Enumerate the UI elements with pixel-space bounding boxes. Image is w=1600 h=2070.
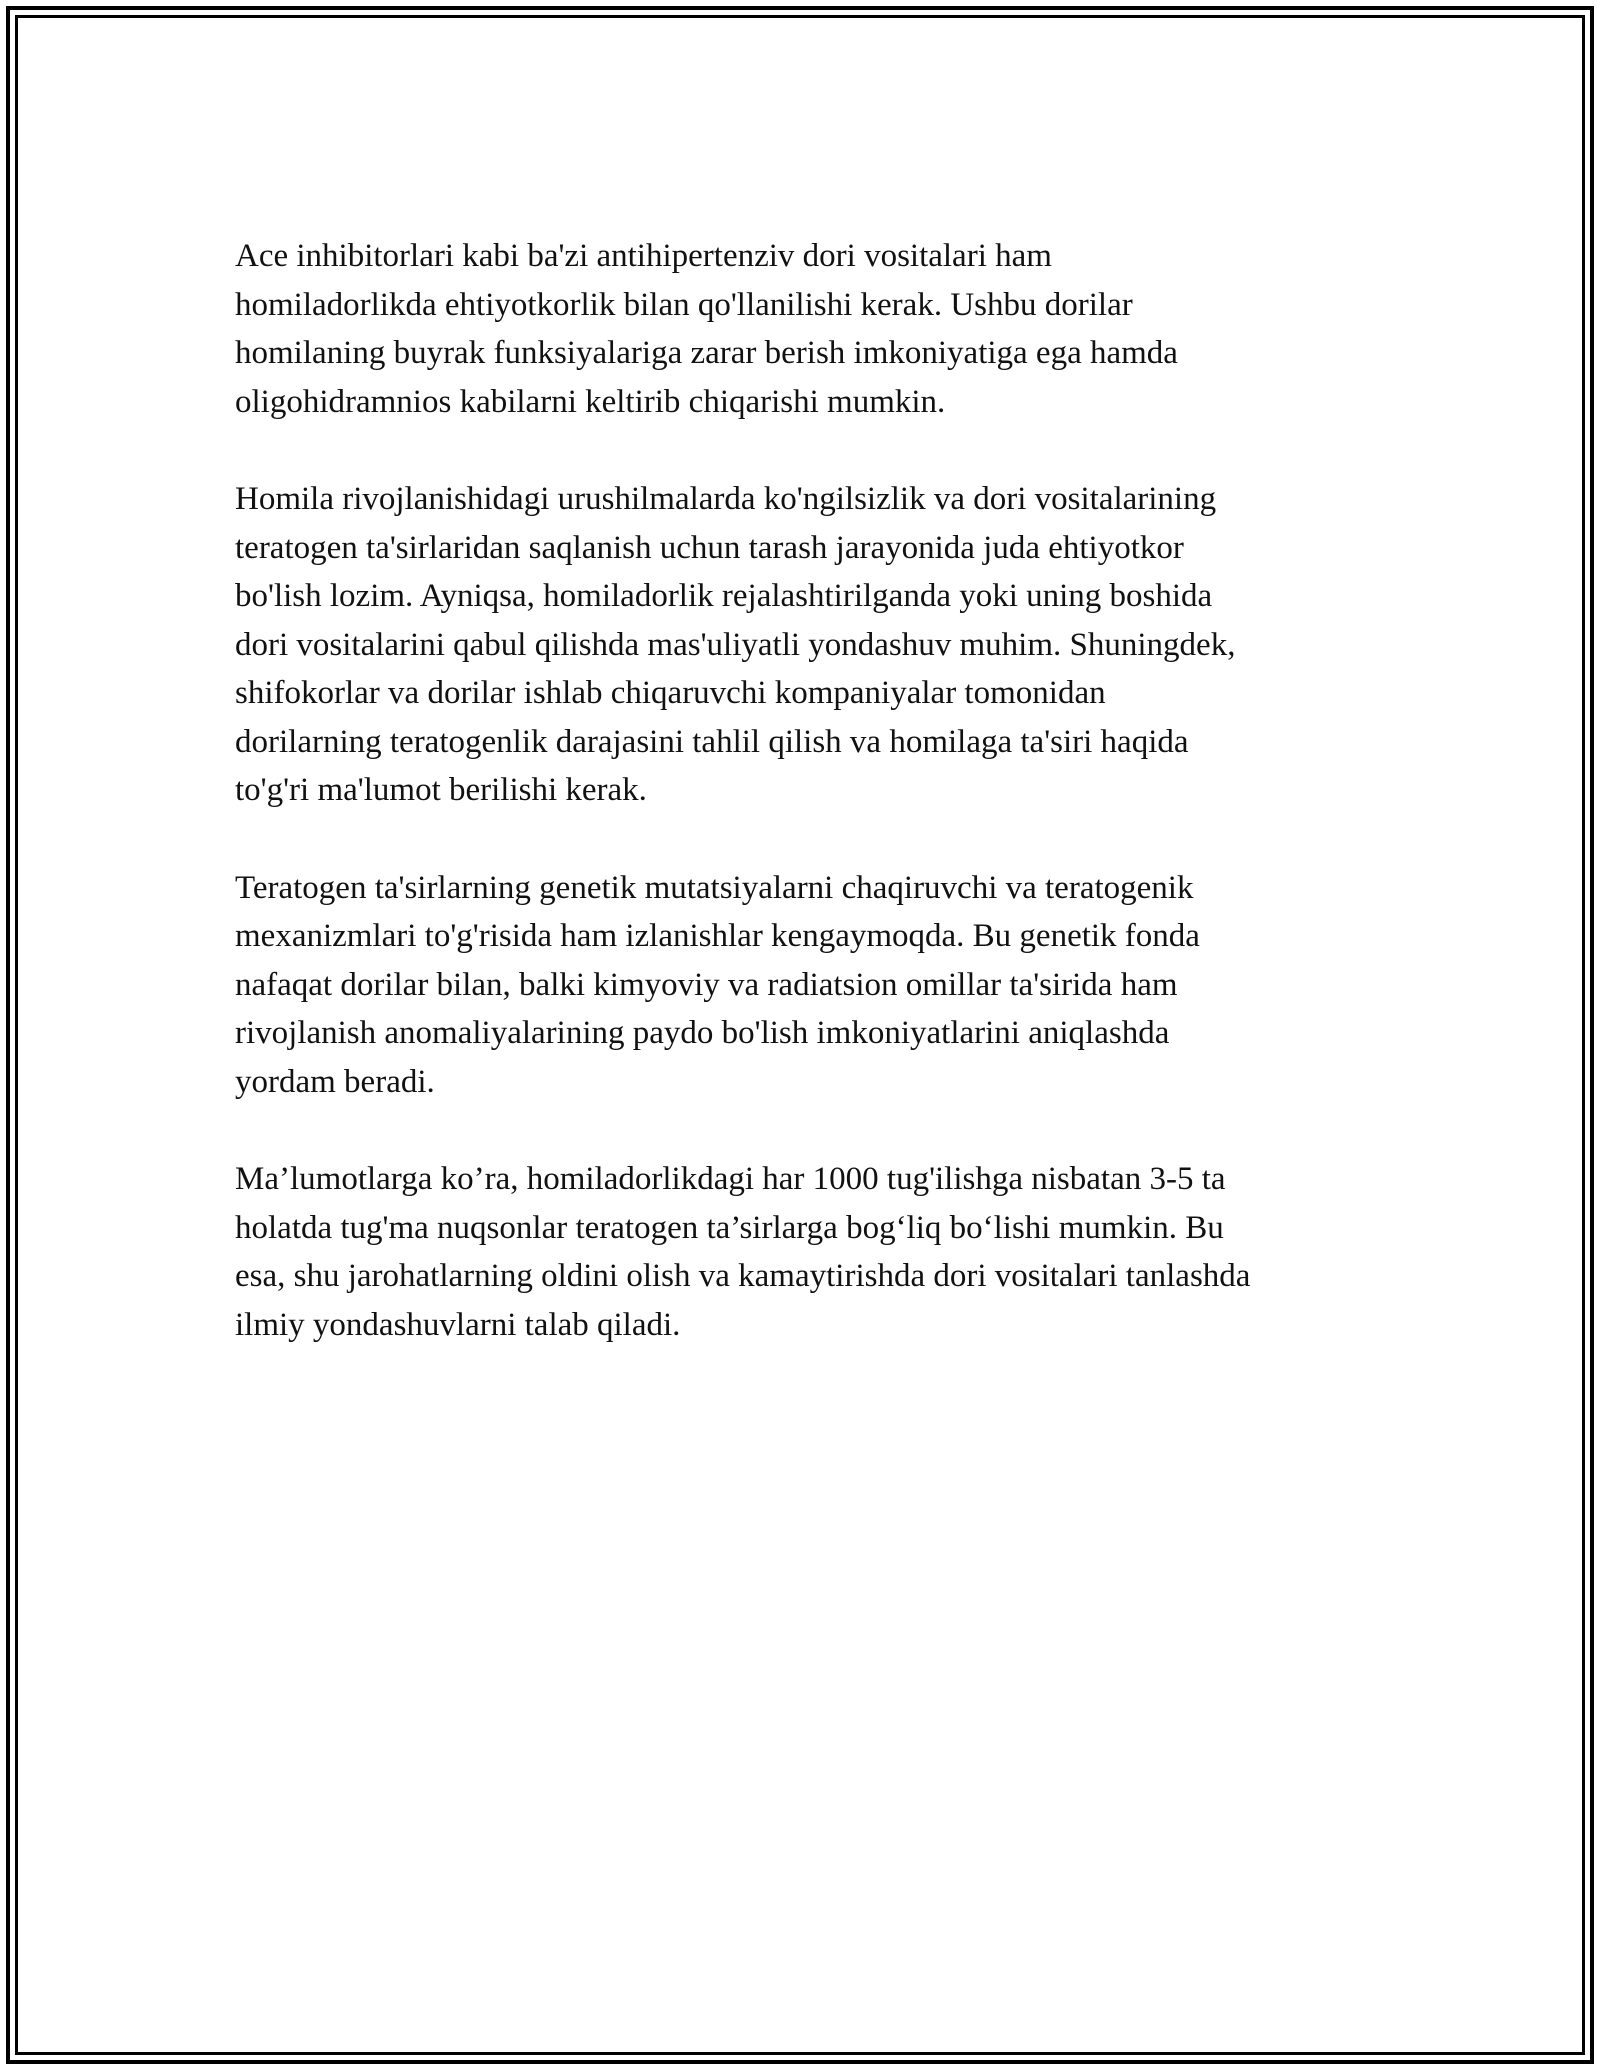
paragraph-ace-inhibitors: Ace inhibitorlari kabi ba'zi antihipertenziv dori vositalari ham homiladorlikda ehtiyotkorlik bilan qo'llanilishi kerak. Ushbu dorilar homilaning buyrak funksiyalariga zarar berish imkoniyatiga ega hamda oligohidramnios kabilarni keltirib chiqarishi mumkin.: [235, 238, 1178, 420]
document-body: [235, 232, 1385, 1398]
paragraph-statistics: Ma’lumotlarga ko’ra, homiladorlikdagi har 1000 tug'ilishga nisbatan 3-5 ta holatda tug'ma nuqsonlar teratogen ta’sirlarga bog‘liq bo‘lishi mumkin. Bu esa, shu jarohatlarning oldini olish va kamaytirishda dori vositalari tanlashda ilmiy yondashuvlarni talab qiladi.: [235, 1161, 1251, 1343]
paragraph-genetic-mutations: Teratogen ta'sirlarning genetik mutatsiyalarni chaqiruvchi va teratogenik mexanizmlari to'g'risida ham izlanishlar kengaymoqda. Bu genetik fonda nafaqat dorilar bilan, balki kimyoviy va radiatsion omillar ta'sirida ham rivojlanish anomaliyalarining paydo bo'lish imkoniyatlarini aniqlashda yordam beradi.: [235, 869, 1200, 1100]
paragraph-fetal-development: Homila rivojlanishidagi urushilmalarda ko'ngilsizlik va dori vositalarining teratogen ta'sirlaridan saqlanish uchun tarash jarayonida juda ehtiyotkor bo'lish lozim. Ayniqsa, homiladorlik rejalashtirilganda yoki uning boshida dori vositalarini qabul qilishda mas'uliyatli yondashuv muhim. Shuningdek, shifokorlar va dorilar ishlab chiqaruvchi kompaniyalar tomonidan dorilarning teratogenlik darajasini tahlil qilish va homilaga ta'siri haqida to'g'ri ma'lumot berilishi kerak.: [235, 481, 1236, 808]
